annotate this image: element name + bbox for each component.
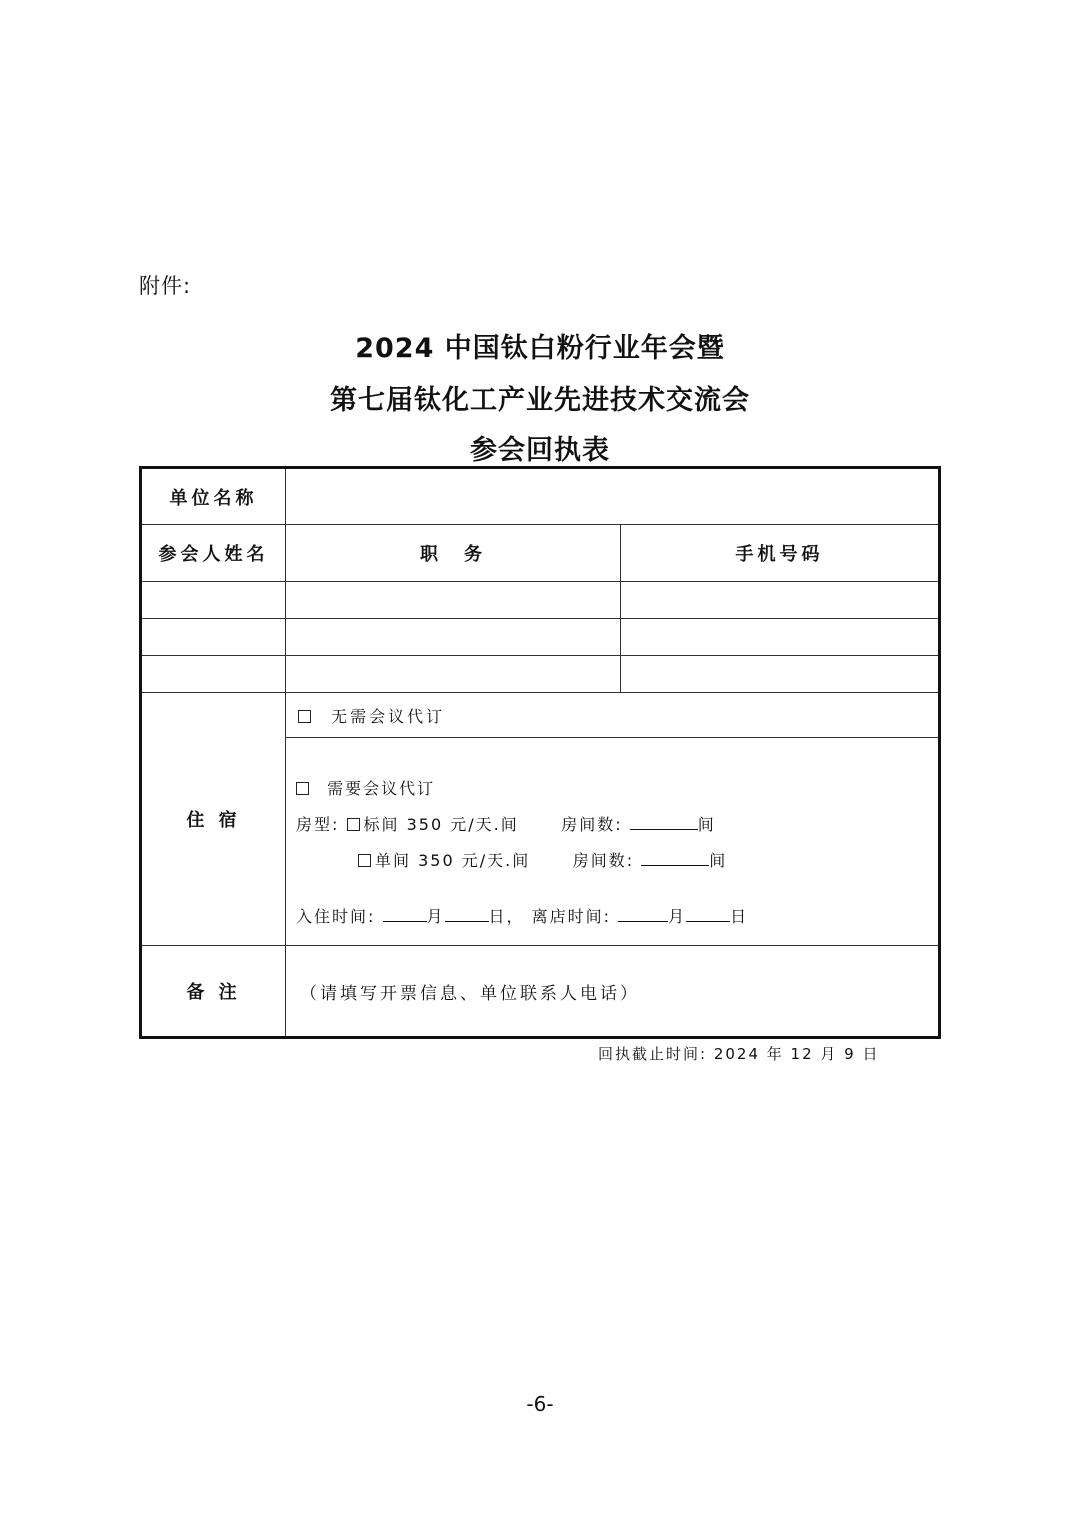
- remark-label: 备 注: [141, 946, 286, 1038]
- room-type-label: 房型:: [296, 814, 340, 834]
- room-standard-line: [296, 807, 928, 843]
- deadline-text: 回执截止时间: 2024 年 12 月 9 日: [598, 1045, 880, 1063]
- lodging-option-yes: [286, 738, 940, 946]
- lodging-label: 住 宿: [141, 693, 286, 946]
- registration-form-table: [139, 466, 941, 1039]
- checkin-day-field[interactable]: [445, 903, 489, 922]
- attendee-row: [141, 582, 940, 619]
- page-number: -6-: [526, 1392, 554, 1416]
- checkbox-icon[interactable]: [298, 710, 311, 723]
- checkout-label: 离店时间:: [531, 906, 612, 926]
- room-single-count-field[interactable]: [641, 847, 709, 866]
- room-single-label: 单间 350 元/天.间: [375, 850, 531, 870]
- month-label: 月: [668, 906, 687, 926]
- attendee-position-field[interactable]: [286, 619, 621, 656]
- attendee-mobile-field[interactable]: [621, 582, 940, 619]
- attendee-name-field[interactable]: [141, 582, 286, 619]
- attendee-mobile-field[interactable]: [621, 619, 940, 656]
- room-count-label: 房间数:: [561, 814, 623, 834]
- header-mobile: 手机号码: [621, 525, 940, 582]
- attendee-row: [141, 619, 940, 656]
- day-label: 日: [488, 906, 507, 926]
- remark-field[interactable]: （请填写开票信息、单位联系人电话）: [286, 946, 940, 1038]
- checkin-label: 入住时间:: [296, 906, 376, 926]
- room-unit: 间: [697, 814, 716, 834]
- org-name-label: 单位名称: [141, 468, 286, 525]
- room-standard-label: 标间 350 元/天.间: [363, 814, 519, 834]
- attendee-mobile-field[interactable]: [621, 656, 940, 693]
- attendee-position-field[interactable]: [286, 656, 621, 693]
- option-yes-label: 需要会议代订: [327, 778, 436, 798]
- attendee-row: [141, 656, 940, 693]
- title-line-2: 第七届钛化工产业先进技术交流会: [330, 385, 750, 416]
- checkbox-icon[interactable]: [347, 818, 360, 831]
- form-title: 参会回执表: [470, 435, 610, 466]
- header-position: 职 务: [286, 525, 621, 582]
- header-attendee-name: 参会人姓名: [141, 525, 286, 582]
- lodging-row-no: [141, 693, 940, 738]
- header-row: [141, 525, 940, 582]
- attendee-name-field[interactable]: [141, 656, 286, 693]
- attachment-label: 附件:: [139, 274, 192, 298]
- checkout-day-field[interactable]: [686, 903, 730, 922]
- room-unit: 间: [709, 850, 728, 870]
- org-name-field[interactable]: [286, 468, 940, 525]
- room-count-label: 房间数:: [572, 850, 635, 870]
- remark-row: [141, 946, 940, 1038]
- checkbox-icon[interactable]: [358, 854, 371, 867]
- checkout-month-field[interactable]: [618, 903, 668, 922]
- room-standard-count-field[interactable]: [630, 811, 698, 830]
- checkin-month-field[interactable]: [383, 903, 427, 922]
- stay-dates-line: [296, 899, 928, 935]
- checkbox-icon[interactable]: [296, 782, 309, 795]
- lodging-option-no[interactable]: [286, 693, 940, 738]
- room-single-line: [296, 843, 928, 879]
- separator: ，: [506, 906, 525, 926]
- attendee-name-field[interactable]: [141, 619, 286, 656]
- org-name-row: [141, 468, 940, 525]
- option-no-label: 无需会议代订: [331, 706, 446, 726]
- day-label: 日: [730, 906, 749, 926]
- option-yes-line[interactable]: [296, 771, 928, 807]
- month-label: 月: [426, 906, 445, 926]
- title-line-1: 2024 中国钛白粉行业年会暨: [355, 333, 725, 364]
- attendee-position-field[interactable]: [286, 582, 621, 619]
